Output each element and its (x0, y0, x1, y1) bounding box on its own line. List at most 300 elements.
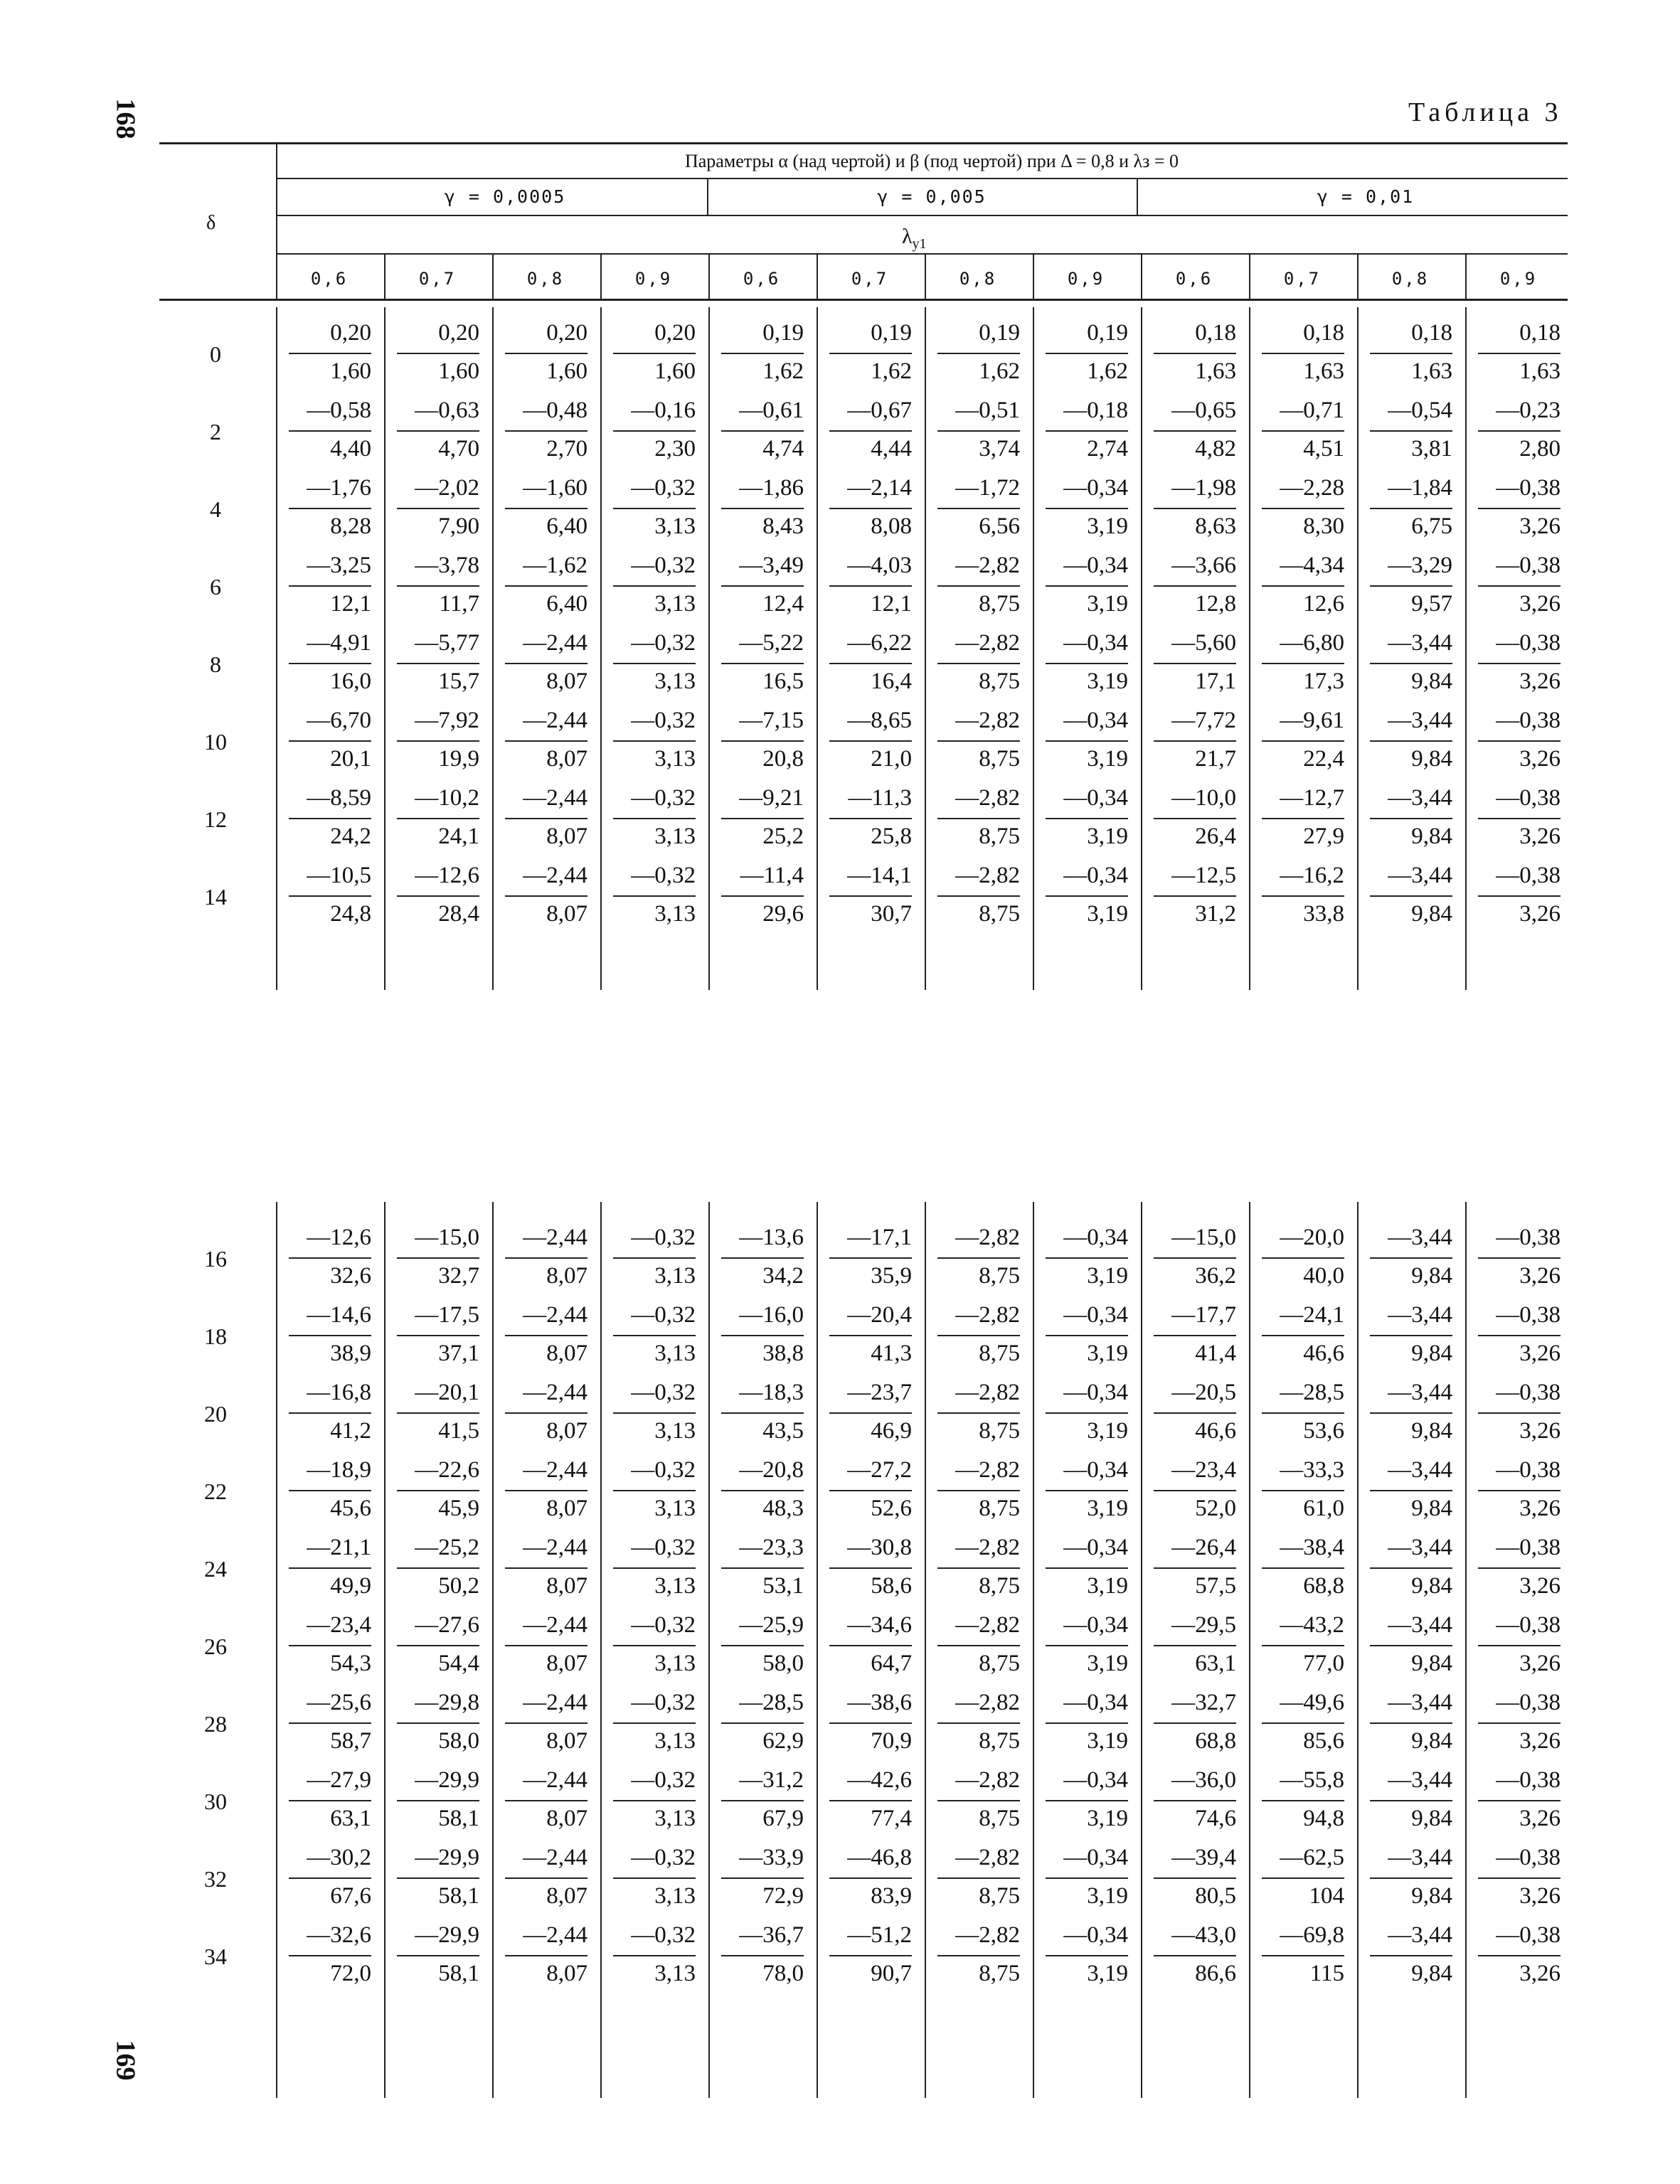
alpha-value: —49,6 (1280, 1690, 1344, 1715)
table-cell (276, 632, 376, 693)
beta-value: 57,5 (1195, 1573, 1236, 1599)
beta-value: 3,13 (654, 591, 696, 617)
alpha-value: —12,7 (1280, 785, 1344, 811)
fraction-bar (937, 1722, 1020, 1724)
delta-value: 18 (204, 1323, 227, 1349)
beta-value: 9,84 (1411, 1883, 1452, 1909)
table-cell (1033, 1226, 1132, 1288)
table-cell (708, 632, 808, 693)
beta-value: 58,0 (438, 1728, 479, 1754)
alpha-value: —2,44 (523, 785, 588, 811)
fraction-bar (937, 740, 1020, 742)
beta-value: 9,84 (1411, 1418, 1452, 1444)
beta-value: 3,13 (654, 513, 696, 539)
table-cell (600, 321, 700, 383)
beta-value: 8,75 (979, 1651, 1020, 1676)
alpha-value: —2,82 (955, 1225, 1020, 1250)
table-cell (600, 1691, 700, 1753)
alpha-value: —32,7 (1171, 1690, 1236, 1715)
beta-value: 46,6 (1195, 1418, 1236, 1444)
beta-value: 9,84 (1411, 1573, 1452, 1599)
alpha-value: —2,28 (1280, 475, 1344, 501)
column-header: 0,8 (959, 269, 997, 289)
table-cell (1465, 1381, 1565, 1443)
alpha-value: —0,34 (1063, 1535, 1128, 1560)
alpha-value: —4,34 (1280, 553, 1344, 578)
fraction-bar (613, 1257, 696, 1259)
fraction-bar (829, 1412, 912, 1414)
fraction-bar (1370, 1877, 1452, 1879)
fraction-bar (505, 1412, 588, 1414)
table-cell (1249, 1924, 1349, 1986)
fraction-bar (829, 895, 912, 897)
beta-value: 3,26 (1519, 1883, 1561, 1909)
alpha-value: —0,32 (631, 1845, 696, 1870)
beta-value: 1,60 (654, 358, 696, 384)
fraction-bar (397, 1645, 479, 1646)
alpha-value: —16,8 (307, 1380, 371, 1405)
alpha-value: 0,19 (979, 320, 1020, 346)
column-header-separator (600, 255, 602, 299)
fraction-bar (1154, 508, 1236, 509)
alpha-value: —3,44 (1388, 1380, 1452, 1405)
fraction-bar (613, 1645, 696, 1646)
table-cell (1249, 1459, 1349, 1520)
fraction-bar (1370, 1955, 1452, 1956)
fraction-bar (397, 1257, 479, 1259)
beta-value: 41,2 (330, 1418, 371, 1444)
fraction-bar (829, 1567, 912, 1569)
beta-value: 6,75 (1411, 513, 1452, 539)
table-cell (276, 864, 376, 926)
table-cell (1249, 709, 1349, 771)
fraction-bar (613, 353, 696, 354)
alpha-value: —24,1 (1280, 1302, 1344, 1328)
beta-value: 3,26 (1519, 668, 1561, 694)
beta-value: 8,75 (979, 1728, 1020, 1754)
group-separator-1 (707, 179, 708, 215)
alpha-value: —0,32 (631, 1535, 696, 1560)
table-cell (925, 1846, 1024, 1908)
alpha-value: —43,2 (1280, 1612, 1344, 1638)
fraction-bar (1262, 430, 1344, 432)
column-rule (817, 307, 818, 990)
alpha-value: —0,32 (631, 1380, 696, 1405)
alpha-value: —0,51 (955, 398, 1020, 423)
beta-value: 8,28 (330, 513, 371, 539)
beta-value: 3,26 (1519, 1496, 1561, 1521)
table-cell (1357, 554, 1457, 616)
alpha-value: —27,2 (847, 1457, 912, 1483)
beta-value: 83,9 (871, 1883, 912, 1909)
table-cell (276, 1924, 376, 1986)
beta-value: 15,7 (438, 668, 479, 694)
beta-value: 8,75 (979, 824, 1020, 849)
table-cell (1249, 864, 1349, 926)
alpha-value: —2,82 (955, 553, 1020, 578)
alpha-value: —6,22 (847, 630, 912, 656)
alpha-value: —39,4 (1171, 1845, 1236, 1870)
beta-value: 53,1 (762, 1573, 804, 1599)
beta-value: 80,5 (1195, 1883, 1236, 1909)
beta-value: 8,07 (546, 746, 588, 772)
fraction-bar (613, 430, 696, 432)
table-cell (925, 1304, 1024, 1365)
beta-value: 38,9 (330, 1341, 371, 1366)
table-cell (817, 1924, 916, 1986)
fraction-bar (1262, 1412, 1344, 1414)
table-cell (492, 1614, 592, 1676)
beta-value: 3,26 (1519, 746, 1561, 772)
table-cell (1141, 476, 1240, 538)
beta-value: 1,63 (1195, 358, 1236, 384)
fraction-bar (397, 1800, 479, 1801)
alpha-value: —28,5 (1280, 1380, 1344, 1405)
beta-value: 8,07 (546, 824, 588, 849)
table-cell (1033, 321, 1132, 383)
beta-value: 8,75 (979, 746, 1020, 772)
table-cell (276, 1459, 376, 1520)
beta-value: 3,13 (654, 1728, 696, 1754)
fraction-bar (721, 585, 804, 587)
table-cell (817, 1846, 916, 1908)
alpha-value: —3,66 (1171, 553, 1236, 578)
beta-value: 58,1 (438, 1961, 479, 1986)
fraction-bar (1478, 1645, 1561, 1646)
table-cell (817, 864, 916, 926)
table-cell (1465, 476, 1565, 538)
table-cell (1249, 787, 1349, 848)
fraction-bar (1262, 1645, 1344, 1646)
alpha-value: —1,98 (1171, 475, 1236, 501)
alpha-value: —0,34 (1063, 553, 1128, 578)
fraction-bar (1370, 818, 1452, 819)
alpha-value: —2,44 (523, 1225, 588, 1250)
alpha-value: —12,6 (415, 863, 479, 888)
alpha-value: —3,29 (1388, 553, 1452, 578)
header-rule-1 (276, 178, 1568, 179)
alpha-value: —6,70 (307, 708, 371, 733)
delta-value: 30 (204, 1789, 227, 1814)
table-cell (600, 1304, 700, 1365)
beta-value: 24,1 (438, 824, 479, 849)
fraction-bar (613, 1335, 696, 1336)
alpha-value: —0,16 (631, 398, 696, 423)
table-cell (708, 1846, 808, 1908)
beta-value: 9,84 (1411, 1651, 1452, 1676)
table-cell (1033, 1614, 1132, 1676)
beta-value: 25,2 (762, 824, 804, 849)
table-cell (1141, 632, 1240, 693)
alpha-value: 0,18 (1519, 320, 1561, 346)
fraction-bar (1262, 353, 1344, 354)
table-cell (600, 476, 700, 538)
alpha-value: —0,38 (1496, 1380, 1561, 1405)
column-header: 0,9 (634, 269, 673, 289)
alpha-value: —11,3 (848, 785, 912, 811)
table-cell (1357, 709, 1457, 771)
table-cell (1357, 1924, 1457, 1986)
beta-value: 3,19 (1087, 746, 1128, 772)
fraction-bar (937, 1877, 1020, 1879)
fraction-bar (1262, 1257, 1344, 1259)
beta-value: 77,4 (871, 1806, 912, 1831)
beta-value: 1,62 (1087, 358, 1128, 384)
group-label-2: γ = 0,005 (877, 186, 987, 207)
alpha-value: —16,2 (1280, 863, 1344, 888)
delta-value: 22 (204, 1479, 227, 1504)
beta-value: 28,4 (438, 901, 479, 927)
fraction-bar (505, 585, 588, 587)
table-cell (276, 787, 376, 848)
table-cell (600, 1226, 700, 1288)
alpha-value: —0,32 (631, 785, 696, 811)
alpha-value: 0,20 (438, 320, 479, 346)
beta-value: 8,75 (979, 901, 1020, 927)
column-header: 0,8 (526, 269, 565, 289)
fraction-bar (1154, 1800, 1236, 1801)
alpha-value: 0,19 (871, 320, 912, 346)
fraction-bar (829, 1722, 912, 1724)
fraction-bar (1154, 353, 1236, 354)
fraction-bar (937, 508, 1020, 509)
alpha-value: —33,3 (1280, 1457, 1344, 1483)
beta-value: 54,3 (330, 1651, 371, 1676)
column-rule (1357, 1202, 1359, 2098)
alpha-value: —0,34 (1063, 630, 1128, 656)
table-cell (600, 1381, 700, 1443)
alpha-value: 0,20 (330, 320, 371, 346)
delta-value: 4 (210, 496, 221, 522)
beta-value: 16,5 (762, 668, 804, 694)
fraction-bar (1046, 1567, 1128, 1569)
column-rule (384, 1202, 386, 2098)
fraction-bar (1370, 1490, 1452, 1491)
fraction-bar (1478, 740, 1561, 742)
beta-value: 41,4 (1195, 1341, 1236, 1366)
fraction-bar (505, 430, 588, 432)
table-cell (1357, 864, 1457, 926)
header-rule-2 (276, 215, 1568, 216)
alpha-value: —20,8 (739, 1457, 804, 1483)
header-rule-3 (276, 253, 1568, 255)
table-cell (492, 709, 592, 771)
alpha-value: —3,44 (1388, 1767, 1452, 1793)
beta-value: 78,0 (762, 1961, 804, 1986)
table-cell (1357, 1614, 1457, 1676)
fraction-bar (937, 1490, 1020, 1491)
beta-value: 20,1 (330, 746, 371, 772)
beta-value: 62,9 (762, 1728, 804, 1754)
alpha-value: —10,2 (415, 785, 479, 811)
beta-value: 8,07 (546, 1883, 588, 1909)
column-rule (1249, 1202, 1250, 2098)
table-cell (1465, 399, 1565, 461)
fraction-bar (1478, 508, 1561, 509)
alpha-value: —5,22 (739, 630, 804, 656)
alpha-value: —22,6 (415, 1457, 479, 1483)
beta-value: 3,26 (1519, 1341, 1561, 1366)
fraction-bar (1478, 1490, 1561, 1491)
group-separator-2 (1137, 179, 1138, 215)
alpha-value: —8,59 (307, 785, 371, 811)
alpha-value: —30,8 (847, 1535, 912, 1560)
table-cell (384, 1459, 484, 1520)
beta-value: 12,1 (330, 591, 371, 617)
alpha-value: —29,9 (415, 1922, 479, 1948)
fraction-bar (937, 430, 1020, 432)
beta-value: 50,2 (438, 1573, 479, 1599)
beta-value: 58,6 (871, 1573, 912, 1599)
table-cell (600, 1614, 700, 1676)
fraction-bar (505, 1490, 588, 1491)
beta-value: 3,19 (1087, 901, 1128, 927)
table-cell (384, 864, 484, 926)
beta-value: 3,19 (1087, 1651, 1128, 1676)
alpha-value: —17,1 (847, 1225, 912, 1250)
table-cell (1033, 1769, 1132, 1831)
fraction-bar (1046, 353, 1128, 354)
fraction-bar (1478, 818, 1561, 819)
fraction-bar (505, 895, 588, 897)
fraction-bar (1370, 895, 1452, 897)
alpha-value: —1,84 (1388, 475, 1452, 501)
table-cell (600, 1536, 700, 1598)
fraction-bar (1046, 663, 1128, 664)
beta-value: 68,8 (1303, 1573, 1344, 1599)
column-header-separator (1141, 255, 1142, 299)
table-cell (1465, 864, 1565, 926)
column-rule (1033, 307, 1034, 990)
fraction-bar (397, 818, 479, 819)
alpha-value: —0,38 (1496, 785, 1561, 811)
fraction-bar (1262, 740, 1344, 742)
table-cell (1249, 1691, 1349, 1753)
table-cell (925, 1536, 1024, 1598)
column-header: 0,9 (1067, 269, 1105, 289)
fraction-bar (721, 1800, 804, 1801)
fraction-bar (289, 1257, 371, 1259)
column-rule (1033, 1202, 1034, 2098)
table-cell (1357, 476, 1457, 538)
table-cell (384, 1769, 484, 1831)
alpha-value: —2,44 (523, 1380, 588, 1405)
table-cell (708, 1304, 808, 1365)
table-cell (1141, 1769, 1240, 1831)
alpha-value: 0,19 (762, 320, 804, 346)
beta-value: 8,07 (546, 1806, 588, 1831)
table-cell (1465, 1846, 1565, 1908)
alpha-value: —29,9 (415, 1845, 479, 1870)
beta-value: 3,13 (654, 1341, 696, 1366)
table-cell (708, 1381, 808, 1443)
fraction-bar (613, 1490, 696, 1491)
table-cell (492, 476, 592, 538)
alpha-value: —0,38 (1496, 475, 1561, 501)
table-cell (600, 709, 700, 771)
beta-value: 21,0 (871, 746, 912, 772)
beta-value: 4,74 (762, 436, 804, 462)
fraction-bar (613, 1412, 696, 1414)
fraction-bar (1262, 1800, 1344, 1801)
fraction-bar (613, 1877, 696, 1879)
alpha-value: —0,34 (1063, 1457, 1128, 1483)
table-cell (492, 399, 592, 461)
alpha-value: —3,44 (1388, 1612, 1452, 1638)
beta-value: 68,8 (1195, 1728, 1236, 1754)
fraction-bar (1262, 895, 1344, 897)
fraction-bar (829, 740, 912, 742)
alpha-value: —0,32 (631, 1922, 696, 1948)
fraction-bar (1478, 1567, 1561, 1569)
fraction-bar (289, 1645, 371, 1646)
beta-value: 85,6 (1303, 1728, 1344, 1754)
table-cell (1141, 1304, 1240, 1365)
alpha-value: —12,5 (1171, 863, 1236, 888)
fraction-bar (829, 353, 912, 354)
table-cell (925, 1769, 1024, 1831)
fraction-bar (1154, 818, 1236, 819)
table-cell (1249, 632, 1349, 693)
alpha-value: —23,7 (847, 1380, 912, 1405)
fraction-bar (1370, 663, 1452, 664)
group-label-3: γ = 0,01 (1317, 186, 1415, 207)
alpha-value: —2,82 (955, 1457, 1020, 1483)
fraction-bar (1046, 740, 1128, 742)
alpha-value: —3,44 (1388, 1690, 1452, 1715)
beta-value: 38,8 (762, 1341, 804, 1366)
fraction-bar (505, 1722, 588, 1724)
beta-value: 1,63 (1303, 358, 1344, 384)
table-cell (708, 1459, 808, 1520)
table-cell (1141, 787, 1240, 848)
beta-value: 45,6 (330, 1496, 371, 1521)
table-cell (1249, 1614, 1349, 1676)
table-cell (1465, 1769, 1565, 1831)
table-cell (384, 1924, 484, 1986)
table-cell (1465, 1691, 1565, 1753)
beta-value: 9,84 (1411, 746, 1452, 772)
fraction-bar (721, 818, 804, 819)
table-cell (384, 1226, 484, 1288)
fraction-bar (1478, 1412, 1561, 1414)
alpha-value: —1,60 (523, 475, 588, 501)
column-rule (925, 307, 926, 990)
beta-value: 4,51 (1303, 436, 1344, 462)
alpha-value: —0,32 (631, 553, 696, 578)
beta-value: 48,3 (762, 1496, 804, 1521)
table-cell (1033, 1846, 1132, 1908)
beta-value: 32,6 (330, 1263, 371, 1289)
column-header-separator (1033, 255, 1034, 299)
fraction-bar (721, 508, 804, 509)
fraction-bar (937, 895, 1020, 897)
beta-value: 4,40 (330, 436, 371, 462)
table-cell (1249, 1381, 1349, 1443)
beta-value: 3,19 (1087, 1806, 1128, 1831)
table-cell (384, 1846, 484, 1908)
beta-value: 8,43 (762, 513, 804, 539)
table-cell (1249, 399, 1349, 461)
table-cell (384, 321, 484, 383)
table-cell (817, 709, 916, 771)
fraction-bar (1046, 585, 1128, 587)
beta-value: 40,0 (1303, 1263, 1344, 1289)
fraction-bar (397, 1722, 479, 1724)
alpha-value: —43,0 (1171, 1922, 1236, 1948)
table-cell (708, 1769, 808, 1831)
alpha-value: —15,0 (415, 1225, 479, 1250)
